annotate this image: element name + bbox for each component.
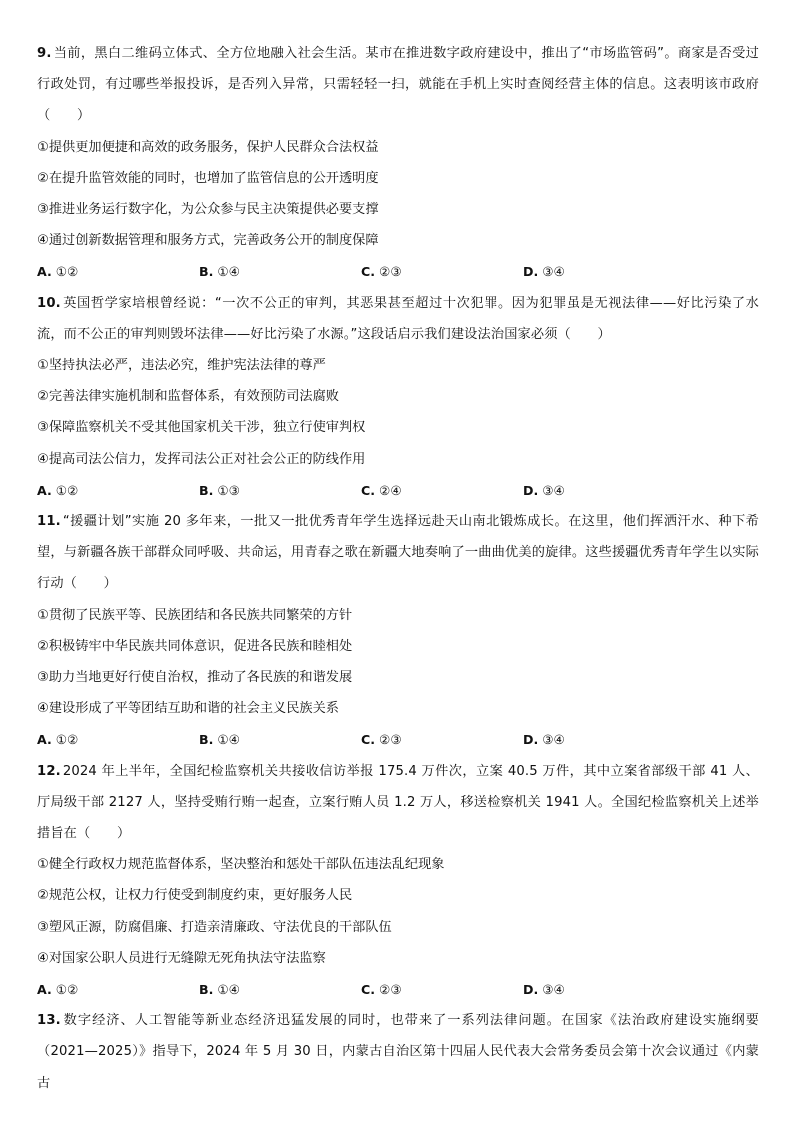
question-stem xyxy=(37,506,759,600)
question-text: 英国哲学家培根曾经说：“一次不公正的审判，其恶果甚至超过十次犯罪。因为犯罪虽是无视法律——好比污染了水流，而不公正的审判则毁坏法律——好比污染了水源。”这段话启示我们建设法治国家必须（ ） xyxy=(37,295,759,342)
statement-item: ②完善法律实施机制和监督体系，有效预防司法腐败 xyxy=(37,389,339,405)
question-stem xyxy=(37,288,759,350)
statement-item: ④对国家公职人员进行无缝隙无死角执法守法监察 xyxy=(37,950,326,966)
statement-item: ①坚持执法必严，违法必究，维护宪法法律的尊严 xyxy=(37,358,326,374)
exam-page xyxy=(37,38,759,1099)
statement-item: ④建设形成了平等团结互助和谐的社会主义民族关系 xyxy=(37,701,339,717)
statement-item: ①贯彻了民族平等、民族团结和各民族共同繁荣的方针 xyxy=(37,607,353,623)
question-11 xyxy=(37,506,759,756)
answer-options xyxy=(37,724,759,755)
statement-item: ③推进业务运行数字化，为公众参与民主决策提供必要支撑 xyxy=(37,202,379,218)
statement-item: ③助力当地更好行使自治权，推动了各民族的和谐发展 xyxy=(37,670,353,686)
statement-item: ①提供更加便捷和高效的政务服务，保护人民群众合法权益 xyxy=(37,139,379,155)
option-a[interactable]: A. ①② xyxy=(37,732,79,748)
option-b[interactable]: B. ①④ xyxy=(199,982,240,998)
question-stem xyxy=(37,1005,759,1099)
question-number: 10. xyxy=(37,295,61,311)
statement-item: ④提高司法公信力，发挥司法公正对社会公正的防线作用 xyxy=(37,451,366,467)
option-d[interactable]: D. ③④ xyxy=(523,264,565,280)
question-number: 11. xyxy=(37,514,61,530)
statement-item: ③保障监察机关不受其他国家机关干涉，独立行使审判权 xyxy=(37,420,366,436)
question-text: “援疆计划”实施 20 多年来，一批又一批优秀青年学生选择远赴天山南北锻炼成长。在这里，他们挥洒汗水、种下希望，与新疆各族干部群众同呼吸、共命运，用青春之歌在新疆大地奏响了一曲曲优美的旋律。这些援疆优秀青年学生以实际行动（ ） xyxy=(37,514,759,592)
question-number: 13. xyxy=(37,1013,61,1029)
statement-item: ①健全行政权力规范监督体系，坚决整治和惩处干部队伍违法乱纪现象 xyxy=(37,857,445,873)
answer-options xyxy=(37,256,759,287)
statement-item: ②规范公权，让权力行使受到制度约束，更好服务人民 xyxy=(37,888,353,904)
question-number: 12. xyxy=(37,763,61,779)
option-c[interactable]: C. ②③ xyxy=(361,732,402,748)
statement-item: ②在提升监管效能的同时，也增加了监管信息的公开透明度 xyxy=(37,170,379,186)
question-10 xyxy=(37,288,759,506)
question-stem xyxy=(37,756,759,850)
statement-item: ③塑风正源，防腐倡廉、打造亲清廉政、守法优良的干部队伍 xyxy=(37,919,392,935)
option-a[interactable]: A. ①② xyxy=(37,982,79,998)
answer-options xyxy=(37,974,759,1005)
statement-item: ②积极铸牢中华民族共同体意识，促进各民族和睦相处 xyxy=(37,638,353,654)
question-text: 数字经济、人工智能等新业态经济迅猛发展的同时，也带来了一系列法律问题。在国家《法治政府建设实施纲要（2021—2025）》指导下，2024 年 5 月 30 日，内蒙古自治区第十四届人民代表大会常务委员会第十次会议通过《内蒙古 xyxy=(37,1013,759,1091)
question-text: 2024 年上半年，全国纪检监察机关共接收信访举报 175.4 万件次，立案 40.5 万件，其中立案省部级干部 41 人、厅局级干部 2127 人，坚持受贿行贿一起查，立案行贿人员 1.2 万人，移送检察机关 1941 人。全国纪检监察机关上述举措旨在（ ） xyxy=(37,763,759,842)
answer-options xyxy=(37,475,759,506)
question-number: 9. xyxy=(37,46,52,61)
statement-item: ④通过创新数据管理和服务方式，完善政务公开的制度保障 xyxy=(37,233,379,249)
question-12 xyxy=(37,756,759,1006)
question-text: 当前，黑白二维码立体式、全方位地融入社会生活。某市在推进数字政府建设中，推出了“市场监管码”。商家是否受过行政处罚，有过哪些举报投诉，是否列入异常，只需轻轻一扫，就能在手机上实时查阅经营主体的信息。这表明该市政府（ ） xyxy=(37,46,759,124)
option-c[interactable]: C. ②③ xyxy=(361,264,402,280)
option-d[interactable]: D. ③④ xyxy=(523,982,565,998)
option-d[interactable]: D. ③④ xyxy=(523,732,565,748)
question-stem xyxy=(37,38,759,132)
option-a[interactable]: A. ①② xyxy=(37,264,79,280)
option-a[interactable]: A. ①② xyxy=(37,482,79,498)
option-b[interactable]: B. ①④ xyxy=(199,264,240,280)
option-c[interactable]: C. ②④ xyxy=(361,482,402,498)
question-9 xyxy=(37,38,759,288)
option-c[interactable]: C. ②③ xyxy=(361,982,402,998)
option-b[interactable]: B. ①④ xyxy=(199,732,240,748)
option-b[interactable]: B. ①③ xyxy=(199,482,240,498)
option-d[interactable]: D. ③④ xyxy=(523,482,565,498)
question-13 xyxy=(37,1005,759,1099)
